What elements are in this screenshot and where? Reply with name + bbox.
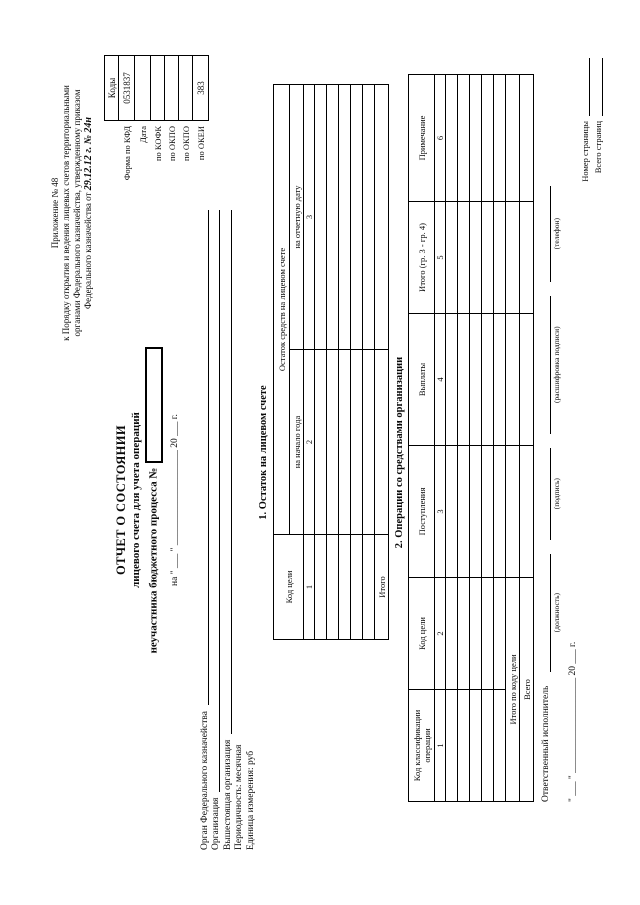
section1-col-begin-header: на начало года [290,350,304,535]
table-cell [458,75,470,202]
table-cell [494,578,506,690]
table-cell [327,350,339,535]
account-number-box [145,347,163,463]
page-title-line-2: лицевого счета для учета операций [130,412,142,588]
table-cell [327,85,339,350]
signature-caption-name: (расшифровка подписи) [552,326,561,403]
total-pages-line [602,58,603,116]
okpo-code-cell-2 [179,56,193,121]
table-cell [458,578,470,690]
page-number-label: Номер страницы [580,121,590,182]
section2-col-num-6: 6 [435,75,446,202]
table-cell [506,202,520,314]
table-cell [363,85,375,350]
table-row [315,85,327,640]
page-title: ОТЧЕТ О СОСТОЯНИИ [114,424,128,576]
section2-total-label: Всего [520,578,534,802]
table-cell [470,690,482,802]
table-cell [446,446,458,578]
field-treasury-body-line [208,210,209,705]
section2-col5-header: Итого (гр. 3 - гр. 4) [409,202,435,314]
table-cell [506,75,520,202]
table-cell [363,535,375,640]
section2-col-num-5: 5 [435,202,446,314]
field-organization-label: Организация [211,797,221,850]
table-cell [482,202,494,314]
table-cell [446,578,458,690]
pagination-block [577,58,603,182]
section1-col-num-1: 1 [304,535,315,640]
codes-table [104,55,209,180]
section2-col2-header: Код цели [409,578,435,690]
section1-total-label: Итого [375,535,389,640]
page-title-line-3 [145,280,163,720]
table-cell [520,446,534,578]
codes-label-okei: по ОКЕИ [195,126,206,161]
section1-total-row [375,85,389,640]
table-cell [458,446,470,578]
field-parent-organization-label: Вышестоящая организация [222,739,233,850]
codes-label-kfd: Форма по КФД [121,126,132,181]
signature-field-name [540,296,561,434]
field-periodicity-label: Периодичность: месячная [234,744,244,850]
table-cell [494,75,506,202]
total-pages-row [590,58,603,182]
section2-col4-header: Выплаты [409,314,435,446]
table-cell [327,535,339,640]
section1-col-code-header: Код цели [274,535,304,640]
table-cell [470,314,482,446]
table-cell [470,75,482,202]
table-cell [482,578,494,690]
codes-spacer [105,121,119,181]
table-cell [458,202,470,314]
table-cell [494,314,506,446]
section2-col3-header: Поступления [409,446,435,578]
section1-col-num-2: 2 [304,350,315,535]
field-organization [210,210,222,850]
table-cell [446,75,458,202]
table-cell [482,446,494,578]
table-cell [482,314,494,446]
section2-col-num-4: 4 [435,314,446,446]
signature-field-position [540,554,561,672]
codes-label-kofk: по КОФК [152,126,163,162]
signature-date-line: " ___ " ____________________ 20 ___ г. [568,641,578,802]
table-cell [339,85,351,350]
table-cell [482,75,494,202]
field-treasury-body [198,210,210,850]
section2-heading: 2. Операции со средствами организации [394,356,405,549]
signature-field-phone [540,186,561,282]
okei-code-cell: 383 [193,56,209,121]
table-cell [315,535,327,640]
signature-field-sign [540,448,561,540]
table-cell [470,446,482,578]
table-cell [375,85,389,350]
appendix-line-3: органами Федерального казначейства, утвержденному приказом [72,89,82,337]
codes-label-okpo-1: по ОКПО [166,126,177,162]
section2-col-num-1: 1 [435,690,446,802]
section1-table [273,84,389,640]
table-cell [520,75,534,202]
table-cell [520,314,534,446]
signature-line [540,554,551,672]
table-cell [351,350,363,535]
form-code-cell: 0531837 [119,56,135,121]
table-row [339,85,351,640]
section2-total-row [520,75,534,802]
table-row [327,85,339,640]
table-cell [458,690,470,802]
codes-label-okpo-2: по ОКПО [180,126,191,162]
section2-col-num-3: 3 [435,446,446,578]
field-parent-organization [221,210,233,850]
table-cell [494,446,506,578]
section1-heading: 1. Остаток на лицевом счете [258,385,269,520]
table-cell [351,535,363,640]
requisites-block [198,210,256,850]
field-treasury-body-label: Орган Федерального казначейства [199,711,210,850]
section2-col1-header: Код классификации операции [409,690,435,802]
table-row [494,75,506,802]
report-title-block [114,280,180,720]
table-cell [363,350,375,535]
section2-table [408,74,534,802]
table-cell [470,578,482,690]
table-cell [339,350,351,535]
section2-col-num-2: 2 [435,578,446,690]
table-cell [494,202,506,314]
table-cell [375,350,389,535]
codes-label-date: Дата [137,126,148,143]
table-row [470,75,482,802]
appendix-line-4 [83,52,94,374]
okpo-code-cell-1 [165,56,179,121]
table-cell [351,85,363,350]
table-cell [470,202,482,314]
section2-total-by-code-row [506,75,520,802]
signature-caption-sign: (подпись) [552,478,561,510]
table-cell [315,85,327,350]
table-row [446,75,458,802]
field-parent-organization-line [231,210,232,734]
section1-group-header: Остаток средств на лицевом счете [274,85,290,535]
table-cell [446,690,458,802]
section2-col6-header: Примечание [409,75,435,202]
table-cell [520,202,534,314]
table-cell [494,690,506,802]
table-cell [446,202,458,314]
signature-line [540,448,551,540]
table-cell [446,314,458,446]
table-row [363,85,375,640]
report-date-line: на " ___ " ____________________ 20 ___ г. [170,414,180,586]
table-row [458,75,470,802]
table-cell [482,690,494,802]
total-pages-label: Всего страниц [593,121,603,174]
appendix-line-2: к Порядку открытия и ведения лицевых счетов территориальными [61,85,71,341]
table-cell [339,535,351,640]
appendix-line-4-prefix: Федерального казначейства от [83,192,93,309]
field-unit-label: Единица измерения: руб [245,750,256,850]
table-cell [458,314,470,446]
page-number-line [589,58,590,116]
section1-col-num-3: 3 [304,85,315,350]
appendix-line-1: Приложение № 48 [50,177,60,249]
table-cell [506,314,520,446]
page-number-row [577,58,590,182]
field-periodicity [233,210,245,850]
section2-total-by-code-label: Итого по коду цели [506,578,520,802]
responsible-executor-label: Ответственный исполнитель [541,685,551,802]
field-organization-line [219,210,220,792]
responsible-executor-block [540,186,561,802]
signature-line [540,186,551,282]
section1-col-report-header: на отчетную дату [290,85,304,350]
page-title-line-3-text: неучастника бюджетного процесса № [147,467,160,654]
signature-line [540,296,551,434]
signature-caption-phone: (телефон) [552,218,561,250]
appendix-note [50,52,94,374]
table-row [351,85,363,640]
kofk-code-cell [151,56,165,121]
table-cell [506,446,520,578]
signature-caption-position: (должность) [552,593,561,633]
table-row [482,75,494,802]
handwritten-order-date: 29.12.12 г. № 24н [83,117,94,191]
date-code-cell [135,56,151,121]
codes-header-cell: Коды [105,56,119,121]
field-unit [244,210,256,850]
table-cell [315,350,327,535]
